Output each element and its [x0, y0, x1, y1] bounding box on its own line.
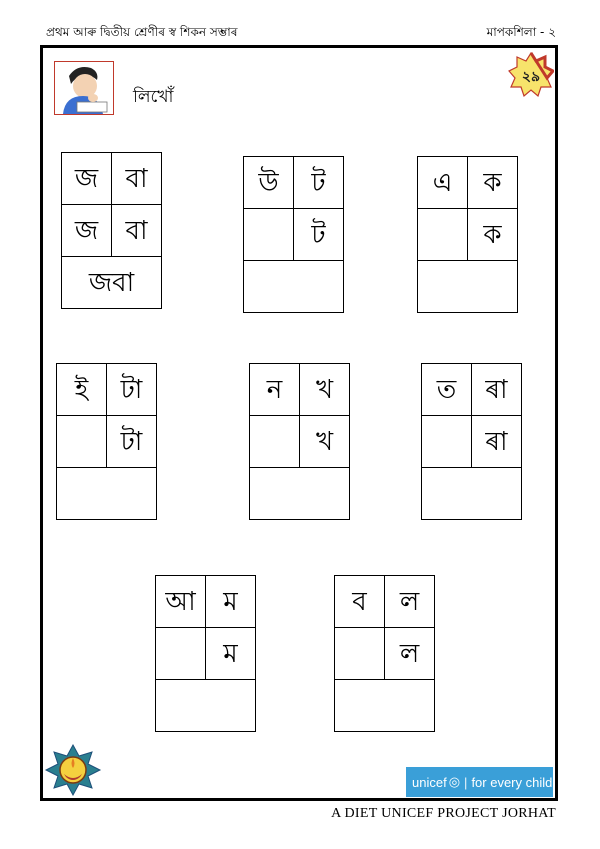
grid-cell-top-right: খ [299, 363, 350, 416]
boy-writing-illustration [54, 61, 114, 115]
footer-credit: A DIET UNICEF PROJECT JORHAT [331, 806, 556, 821]
grid-cell-word: জবা [61, 256, 162, 309]
grid-cell-mid-right: ক [467, 208, 518, 261]
letter-grid-4 [56, 363, 156, 519]
unicef-banner [406, 767, 553, 797]
unicef-globe-icon: ◎ [448, 774, 461, 789]
grid-cell-top-left: জ [61, 152, 112, 205]
grid-cell-top-right: টা [106, 363, 157, 416]
grid-cell-top-right: ৰা [471, 363, 522, 416]
grid-cell-mid-left[interactable] [334, 627, 385, 680]
grid-cell-mid-left[interactable] [417, 208, 468, 261]
grid-cell-top-right: ম [205, 575, 256, 628]
letter-grid-6 [421, 363, 521, 519]
unicef-brand: unicef [412, 774, 447, 790]
unicef-tagline: for every child [471, 774, 553, 790]
grid-cell-mid-left[interactable] [56, 415, 107, 468]
grid-cell-mid-left[interactable] [155, 627, 206, 680]
grid-cell-mid-left[interactable] [421, 415, 472, 468]
grid-cell-top-right: ল [384, 575, 435, 628]
grid-cell-mid-right: ম [205, 627, 256, 680]
grid-cell-mid-right: ৰা [471, 415, 522, 468]
grid-cell-mid-right: খ [299, 415, 350, 468]
grid-cell-top-left: এ [417, 156, 468, 209]
letter-grid-7 [155, 575, 255, 731]
grid-cell-top-left: ত [421, 363, 472, 416]
grid-cell-word[interactable] [243, 260, 344, 313]
letter-grid-5 [249, 363, 349, 519]
grid-cell-top-right: ট [293, 156, 344, 209]
grid-cell-top-right: বা [111, 152, 162, 205]
grid-cell-word[interactable] [334, 679, 435, 732]
letter-grid-2 [243, 156, 343, 312]
letter-grid-3 [417, 156, 517, 312]
divider: | [464, 774, 468, 790]
grid-cell-mid-right: বা [111, 204, 162, 257]
header-title: প্ৰথম আৰু দ্বিতীয় শ্ৰেণীৰ স্ব শিকন সম্ভাৰ [46, 25, 238, 39]
letter-grid-8 [334, 575, 434, 731]
grid-cell-top-left: ন [249, 363, 300, 416]
worksheet-number: মাপকশিলা - ২ [486, 25, 556, 39]
grid-cell-mid-left: জ [61, 204, 112, 257]
grid-cell-word[interactable] [56, 467, 157, 520]
letter-grid-1 [61, 152, 161, 308]
grid-cell-word[interactable] [421, 467, 522, 520]
grid-cell-mid-right: ট [293, 208, 344, 261]
page-number: ২৯ [521, 69, 541, 85]
instruction-label: লিখোঁ [133, 87, 174, 107]
grid-cell-mid-left[interactable] [243, 208, 294, 261]
grid-cell-mid-right: টা [106, 415, 157, 468]
diet-logo [44, 744, 102, 796]
grid-cell-top-left: ব [334, 575, 385, 628]
grid-cell-word[interactable] [155, 679, 256, 732]
grid-cell-top-left: আ [155, 575, 206, 628]
grid-cell-top-right: ক [467, 156, 518, 209]
grid-cell-word[interactable] [417, 260, 518, 313]
page-number-badge [508, 52, 554, 98]
grid-cell-word[interactable] [249, 467, 350, 520]
grid-cell-top-left: উ [243, 156, 294, 209]
grid-cell-top-left: ই [56, 363, 107, 416]
grid-cell-mid-left[interactable] [249, 415, 300, 468]
grid-cell-mid-right: ল [384, 627, 435, 680]
